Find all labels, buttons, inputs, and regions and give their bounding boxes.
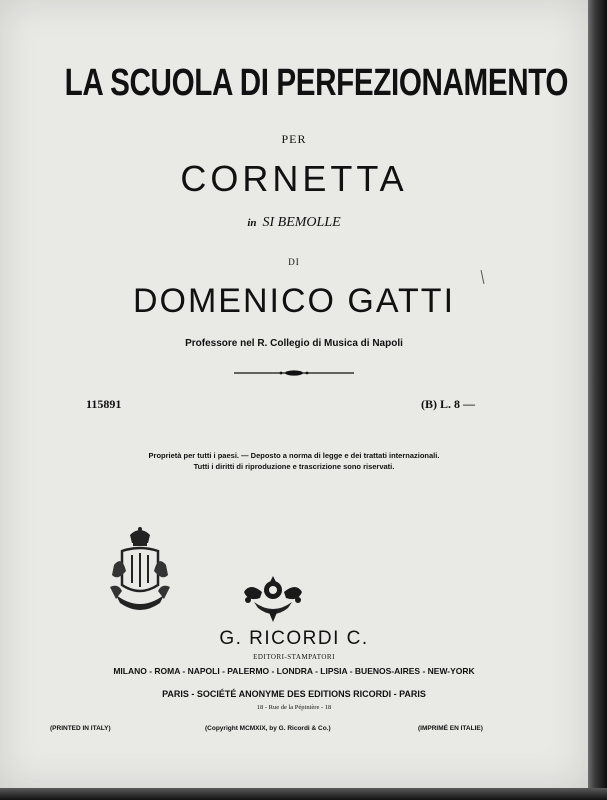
ricordi-crest-icon — [108, 525, 172, 622]
copyright-notice: (Copyright MCMXIX, by G. Ricordi & Co.) — [205, 725, 331, 732]
publisher-name: G. RICORDI C. — [219, 628, 369, 649]
plate-number: 115891 — [86, 397, 122, 411]
divider-ornament — [0, 364, 588, 382]
cover-title: LA SCUOLA DI PERFEZIONAMENTO — [64, 62, 569, 104]
publisher-role: EDITORI-STAMPATORI — [253, 653, 335, 661]
publisher-cities: MILANO - ROMA - NAPOLI - PALERMO - LONDRA - LIPSIA - BUENOS-AIRES - NEW-YORK — [113, 666, 475, 676]
divider-flourish-icon — [234, 369, 354, 377]
printed-in-italy: (PRINTED IN ITALY) — [50, 725, 111, 732]
imprime-en-italie: (IMPRIMÉ EN ITALIE) — [418, 725, 483, 732]
key-prefix: in — [247, 217, 257, 229]
instrument-name: CORNETTA — [180, 158, 408, 199]
page-edge-shadow — [588, 0, 607, 800]
page-bottom-shadow — [0, 788, 607, 800]
rights-notice-line-1: Proprietà per tutti i paesi. — Deposto a norma di legge e dei trattati internazionali. — [148, 451, 440, 460]
paris-branch: PARIS - SOCIÉTÉ ANONYME DES EDITIONS RICORDI - PARIS — [162, 689, 426, 699]
price: (B) L. 8 — — [421, 397, 475, 411]
key-name: SI BEMOLLE — [262, 215, 341, 230]
author-name: DOMENICO GATTI — [132, 282, 456, 320]
publisher-emblem-icon — [240, 572, 306, 629]
rights-notice-line-2: Tutti i diritti di riproduzione e trascrizione sono riservati. — [193, 462, 395, 471]
author-affiliation: Professore nel R. Collegio di Musica di Napoli — [185, 338, 403, 349]
for-label: PER — [281, 132, 307, 146]
by-label: DI — [288, 257, 300, 267]
instrument-key — [0, 215, 588, 231]
paris-address: 18 - Rue de la Pépinière - 18 — [256, 704, 332, 711]
